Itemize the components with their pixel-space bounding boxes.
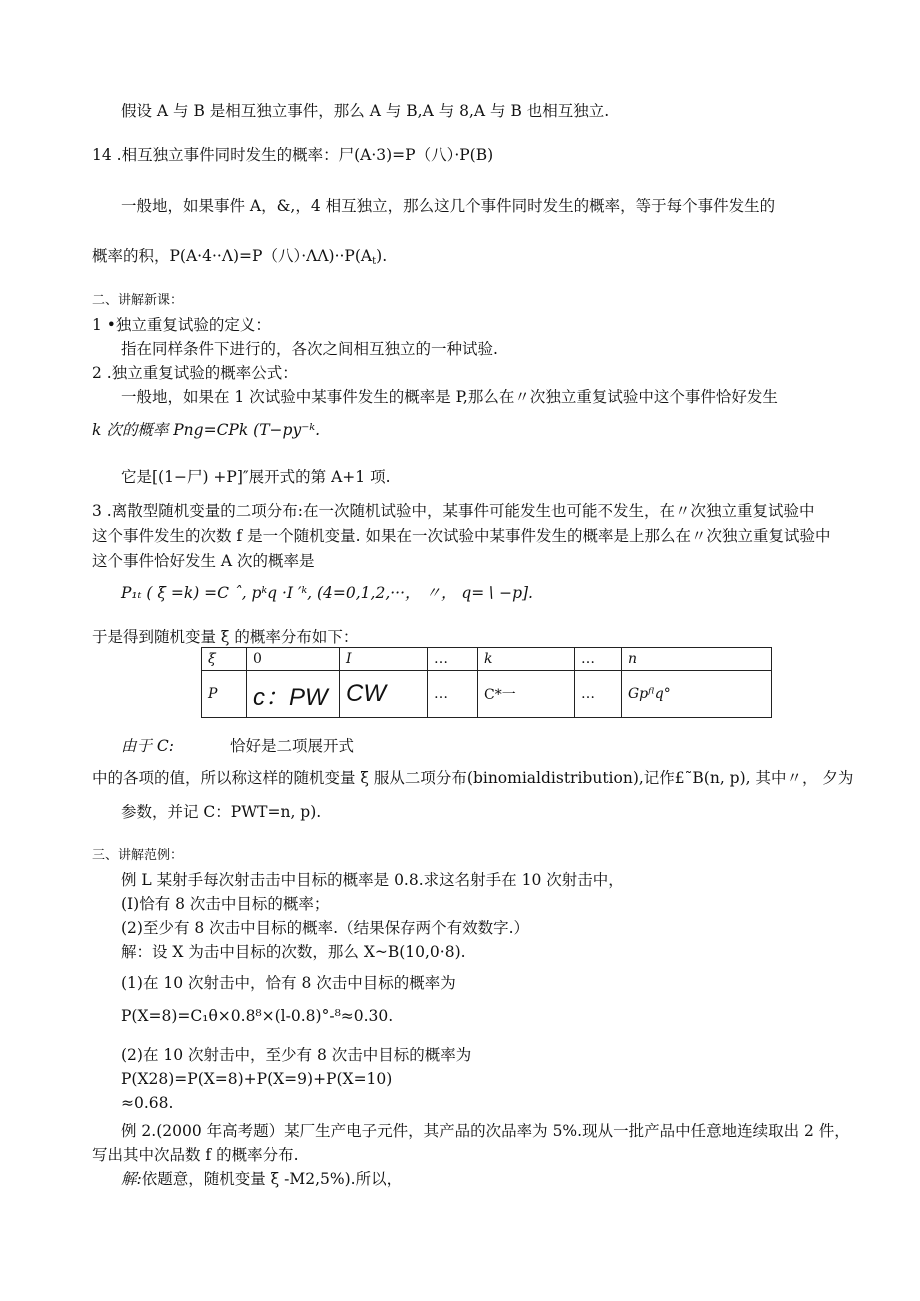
table-cell: C*一 [478,671,575,718]
table-row [202,648,772,671]
line-example-1-q1: (I)恰有 8 次击中目标的概率； [121,895,330,913]
line-example-1-a2: (2)在 10 次射击中，至少有 8 次击中目标的概率为 [121,1046,472,1064]
line-general-2-sub: t [372,256,377,267]
table-cell: Gpᶠˡq° [622,671,772,718]
line-example-1: 例 L 某射手每次射击击中目标的概率是 0.8.求这名射手在 10 次射击中， [121,871,624,889]
table-cell: I [340,648,428,671]
line-binomial-1: 3 .离散型随机变量的二项分布:在一次随机试验中，某事件可能发生也可能不发生，在〃次独立重复试验中 [92,502,815,520]
line-example-1-sol: 解：设 X 为击中目标的次数，那么 X~B(10,0·8). [121,943,466,961]
table-cell: n [622,648,772,671]
table-cell: ξ [202,648,247,671]
line-binomial-2: 这个事件发生的次数 f 是一个随机变量. 如果在一次试验中某事件发生的概率是上那么在〃次独立重复试验中 [92,527,831,545]
line-item-14: 14 .相互独立事件同时发生的概率：尸(A·3)=P（八）·P(B) [92,146,494,164]
table-cell: … [575,648,622,671]
line-general-1: 一般地，如果事件 A，&,，4 相互独立，那么这几个事件同时发生的概率，等于每个事件发生的 [121,197,776,215]
line-example-2-q: 写出其中次品数 f 的概率分布. [92,1146,299,1164]
solution-label: 解: [121,1170,142,1188]
line-since-a: 由于 C: [121,737,175,755]
distribution-table [201,647,772,718]
line-general-2-main: 概率的积，P(A·4··Λ)=P（八）·ΛΛ)··P(A [92,247,373,265]
line-distribution-intro: 于是得到随机变量 ξ 的概率分布如下： [92,628,359,646]
line-parameters: 参数，并记 C：PWT=n, p). [121,803,322,821]
line-def-title: 1 •独立重复试验的定义： [92,316,271,334]
line-binomial-3: 这个事件恰好发生 A 次的概率是 [92,552,315,570]
line-example-1-a1: (1)在 10 次射击中，恰有 8 次击中目标的概率为 [121,974,456,992]
line-example-2: 例 2.(2000 年高考题）某厂生产电子元件，其产品的次品率为 5%.现从一批产品中任意地连续取出 2 件， [121,1122,850,1140]
section-heading-new-lesson: 二、讲解新课： [92,293,184,308]
line-binomial-def: 中的各项的值，所以称这样的随机变量 ξ 服从二项分布(binomialdistribution),记作£˜B(n, p), 其中〃， 夕为 [92,769,854,787]
table-cell: CW [340,671,428,718]
line-example-2-sol [121,1169,402,1189]
table-row [202,671,772,718]
line-def-body: 指在同样条件下进行的，各次之间相互独立的一种试验. [121,340,498,358]
line-example-1-q2: (2)至少有 8 次击中目标的概率.（结果保存两个有效数字.） [121,919,530,937]
line-expansion-term: 它是[(1−尸) +P]″展开式的第 A+1 项. [121,468,391,486]
line-formula-title: 2 .独立重复试验的概率公式： [92,364,298,382]
table-cell: … [428,671,478,718]
line-general-2 [92,246,387,272]
table-cell: … [428,648,478,671]
table-cell: … [575,671,622,718]
line-example-1-a1-calc: P(X=8)=C₁θ×0.8⁸×(l-0.8)°-⁸≈0.30. [121,1007,394,1025]
line-independence-note: 假设 A 与 B 是相互独立事件，那么 A 与 B,A 与 8,A 与 B 也相互独立. [121,102,610,120]
line-binomial-formula: P₁ₜ ( ξ =k) =C ˆ, pᵏq ·I ′ᵏ, (4=0,1,2,···， 〃， q=∖ −p]. [121,584,533,602]
table-cell: 0 [247,648,340,671]
line-formula-expression: k 次的概率 Png=CPk (T−py⁻ᵏ. [92,421,320,439]
table-cell: c：PW [247,671,340,718]
line-example-1-a2-result: ≈0.68. [121,1094,174,1112]
line-general-2-end: ). [376,247,388,265]
line-example-1-a2-calc: P(X28)=P(X=8)+P(X=9)+P(X=10) [121,1070,393,1088]
table-cell: k [478,648,575,671]
line-formula-body: 一般地，如果在 1 次试验中某事件发生的概率是 P,那么在〃次独立重复试验中这个事件恰好发生 [121,388,778,406]
line-since-b: 恰好是二项展开式 [230,737,355,755]
solution-text: 依题意，随机变量 ξ -M2,5%).所以， [141,1170,403,1188]
table-cell: P [202,671,247,718]
section-heading-examples: 三、讲解范例： [92,848,184,863]
